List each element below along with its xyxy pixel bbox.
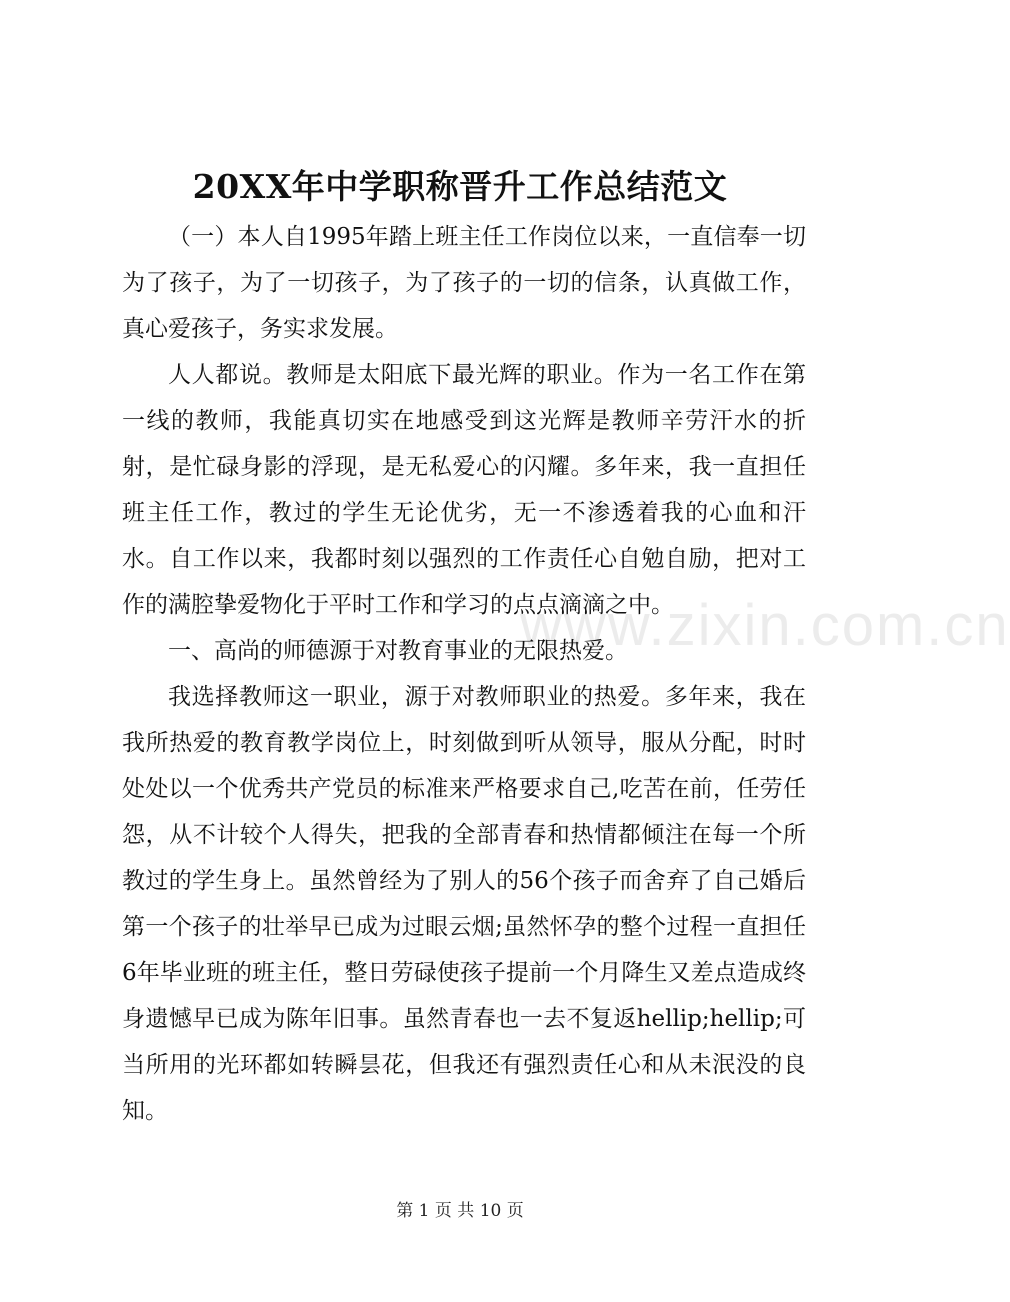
paragraph-4: 我选择教师这一职业，源于对教师职业的热爱。多年来，我在我所热爱的教育教学岗位上，时刻做到听从领导，服从分配，时时处处以一个优秀共产党员的标准来严格要求自己,吃苦在前，任劳任怨，从不计较个人得失，把我的全部青春和热情都倾注在每一个所教过的学生身上。虽然曾经为了别人的56个孩子而舍弃了自己婚后第一个孩子的壮举早已成为过眼云烟;虽然怀孕的整个过程一直担任6年毕业班的班主任，整日劳碌使孩子提前一个月降生又差点造成终身遗憾早已成为陈年旧事。虽然青春也一去不复返hellip;hellip;可当所用的光环都如转瞬昙花，但我还有强烈责任心和从未泯没的良知。: [122, 684, 806, 1124]
watermark: www.zixin.com.cn: [520, 593, 1010, 658]
paragraph-2: 人人都说。教师是太阳底下最光辉的职业。作为一名工作在第一线的教师，我能真切实在地感受到这光辉是教师辛劳汗水的折射，是忙碌身影的浮现，是无私爱心的闪耀。多年来，我一直担任班主任工作，教过的学生无论优劣，无一不渗透着我的心血和汗水。自工作以来，我都时刻以强烈的工作责任心自勉自励，把对工作的满腔挚爱物化于平时工作和学习的点点滴滴之中。: [122, 362, 806, 618]
document-body: [122, 214, 806, 1134]
page-footer: 第 1 页 共 10 页: [396, 1201, 524, 1221]
paragraph-1: （一）本人自1995年踏上班主任工作岗位以来，一直信奉一切为了孩子，为了一切孩子，为了孩子的一切的信条，认真做工作，真心爱孩子，务实求发展。: [122, 224, 806, 342]
document-title: 20XX年中学职称晋升工作总结范文: [192, 167, 728, 206]
paragraph-3-heading: 一、高尚的师德源于对教育事业的无限热爱。: [168, 638, 628, 664]
